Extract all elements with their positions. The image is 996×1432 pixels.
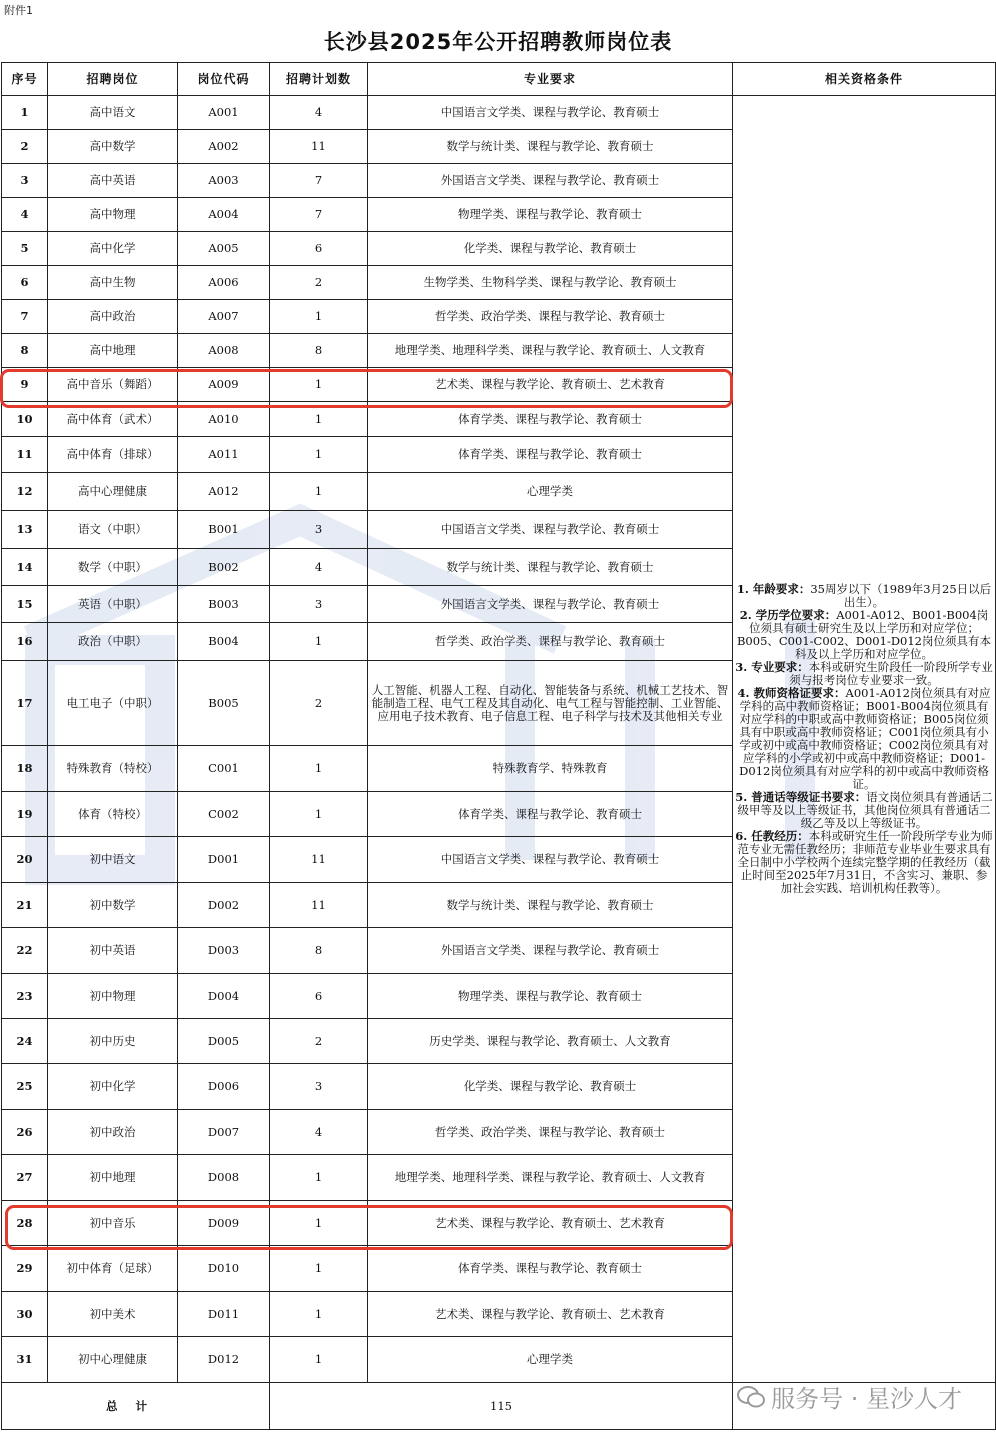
row-code: A011 (178, 437, 270, 473)
row-major: 生物学类、生物科学类、课程与教学论、教育硕士 (368, 266, 733, 300)
condition-heading: 3. 专业要求： (735, 660, 809, 674)
row-count: 6 (270, 232, 368, 266)
row-seq: 29 (2, 1246, 48, 1292)
row-seq: 23 (2, 974, 48, 1019)
row-major: 数学与统计类、课程与教学论、教育硕士 (368, 883, 733, 928)
row-post: 高中地理 (48, 334, 178, 368)
row-seq: 14 (2, 549, 48, 586)
condition-heading: 1. 年龄要求： (736, 582, 811, 596)
row-seq: 16 (2, 623, 48, 661)
condition-text: 语文岗位须具有普通话二级甲等及以上等级证书，其他岗位须具有普通话二级乙等及以上等级证书。 (737, 790, 993, 830)
row-post: 初中地理 (48, 1155, 178, 1201)
condition-heading: 5. 普通话等级证书要求： (735, 790, 867, 804)
row-code: C002 (178, 792, 270, 837)
row-seq: 21 (2, 883, 48, 928)
row-major: 心理学类 (368, 1337, 733, 1383)
row-count: 11 (270, 883, 368, 928)
condition-text: 本科或研究生任一阶段所学专业为师范专业无需任教经历；非师范专业毕业生要求具有全日制中小学校两个连续完整学期的任教经历（截止时间至2025年7月31日，不含实习、兼职、参加社会实践、培训机构任教等）。 (737, 829, 993, 895)
row-count: 1 (270, 746, 368, 792)
row-count: 2 (270, 1019, 368, 1064)
row-seq: 11 (2, 437, 48, 473)
row-seq: 2 (2, 130, 48, 164)
row-seq: 6 (2, 266, 48, 300)
row-post: 初中语文 (48, 837, 178, 883)
header-seq: 序号 (2, 63, 48, 96)
row-count: 3 (270, 1064, 368, 1110)
conditions-cell (733, 96, 996, 1383)
row-major: 哲学类、政治学类、课程与教学论、教育硕士 (368, 1110, 733, 1155)
row-code: B004 (178, 623, 270, 661)
condition-item (735, 661, 993, 687)
row-seq: 25 (2, 1064, 48, 1110)
row-count: 1 (270, 1337, 368, 1383)
row-major: 物理学类、课程与教学论、教育硕士 (368, 974, 733, 1019)
condition-heading: 6. 任教经历： (735, 829, 809, 843)
row-post: 电工电子（中职） (48, 661, 178, 746)
row-post: 高中语文 (48, 96, 178, 130)
row-code: A009 (178, 368, 270, 402)
row-seq: 1 (2, 96, 48, 130)
row-code: B002 (178, 549, 270, 586)
row-seq: 27 (2, 1155, 48, 1201)
row-seq: 31 (2, 1337, 48, 1383)
row-major: 中国语言文学类、课程与教学论、教育硕士 (368, 837, 733, 883)
row-post: 高中数学 (48, 130, 178, 164)
row-post: 初中历史 (48, 1019, 178, 1064)
row-code: D007 (178, 1110, 270, 1155)
watermark-text: 服务号 · 星沙人才 (771, 1385, 962, 1413)
row-count: 1 (270, 1246, 368, 1292)
row-code: D005 (178, 1019, 270, 1064)
row-count: 2 (270, 661, 368, 746)
row-major: 物理学类、课程与教学论、教育硕士 (368, 198, 733, 232)
condition-item (735, 791, 993, 830)
condition-item (735, 687, 993, 791)
row-code: A008 (178, 334, 270, 368)
row-count: 7 (270, 164, 368, 198)
condition-text: A001-A012、B001-B004岗位须具有硕士研究生及以上学历和对应学位；B005、C001-C002、D001-D012岗位须具有本科及以上学历和对应学位。 (736, 608, 991, 661)
row-major: 中国语言文学类、课程与教学论、教育硕士 (368, 511, 733, 549)
row-post: 高中物理 (48, 198, 178, 232)
row-post: 政治（中职） (48, 623, 178, 661)
condition-item (735, 609, 993, 661)
row-major: 体育学类、课程与教学论、教育硕士 (368, 437, 733, 473)
row-major: 中国语言文学类、课程与教学论、教育硕士 (368, 96, 733, 130)
row-code: D011 (178, 1292, 270, 1337)
row-count: 7 (270, 198, 368, 232)
row-seq: 24 (2, 1019, 48, 1064)
row-post: 体育（特校） (48, 792, 178, 837)
highlight-row-28 (5, 1205, 733, 1250)
row-post: 初中体育（足球） (48, 1246, 178, 1292)
row-code: D001 (178, 837, 270, 883)
row-count: 4 (270, 96, 368, 130)
row-major: 艺术类、课程与教学论、教育硕士、艺术教育 (368, 368, 733, 402)
row-major: 历史学类、课程与教学论、教育硕士、人文教育 (368, 1019, 733, 1064)
wechat-icon (737, 1386, 765, 1408)
row-count: 1 (270, 1292, 368, 1337)
row-major: 地理学类、地理科学类、课程与教学论、教育硕士、人文教育 (368, 334, 733, 368)
attachment-label: 附件1 (4, 4, 33, 17)
row-code: A006 (178, 266, 270, 300)
row-count: 1 (270, 368, 368, 402)
wechat-watermark (737, 1379, 962, 1414)
row-major: 数学与统计类、课程与教学论、教育硕士 (368, 130, 733, 164)
row-code: D012 (178, 1337, 270, 1383)
row-code: A005 (178, 232, 270, 266)
header-row (2, 63, 996, 96)
row-count: 4 (270, 549, 368, 586)
row-code: B003 (178, 586, 270, 623)
row-count: 8 (270, 334, 368, 368)
row-post: 数学（中职） (48, 549, 178, 586)
row-count: 8 (270, 928, 368, 974)
row-post: 高中体育（排球） (48, 437, 178, 473)
row-count: 1 (270, 1201, 368, 1246)
row-major: 特殊教育学、特殊教育 (368, 746, 733, 792)
row-seq: 28 (2, 1201, 48, 1246)
row-code: A002 (178, 130, 270, 164)
row-seq: 19 (2, 792, 48, 837)
row-major: 心理学类 (368, 473, 733, 511)
row-major: 体育学类、课程与教学论、教育硕士 (368, 402, 733, 437)
row-major: 外国语言文学类、课程与教学论、教育硕士 (368, 164, 733, 198)
row-seq: 13 (2, 511, 48, 549)
row-code: D009 (178, 1201, 270, 1246)
page-title: 长沙县2025年公开招聘教师岗位表 (323, 30, 673, 54)
row-major: 外国语言文学类、课程与教学论、教育硕士 (368, 928, 733, 974)
row-post: 高中生物 (48, 266, 178, 300)
row-count: 1 (270, 623, 368, 661)
row-major: 体育学类、课程与教学论、教育硕士 (368, 1246, 733, 1292)
condition-item (735, 583, 993, 609)
condition-heading: 4. 教师资格证要求： (737, 686, 846, 700)
row-post: 高中政治 (48, 300, 178, 334)
row-major: 艺术类、课程与教学论、教育硕士、艺术教育 (368, 1201, 733, 1246)
row-seq: 26 (2, 1110, 48, 1155)
row-major: 艺术类、课程与教学论、教育硕士、艺术教育 (368, 1292, 733, 1337)
row-post: 初中心理健康 (48, 1337, 178, 1383)
row-seq: 8 (2, 334, 48, 368)
header-post: 招聘岗位 (48, 63, 178, 96)
row-seq: 12 (2, 473, 48, 511)
row-code: A007 (178, 300, 270, 334)
row-count: 4 (270, 1110, 368, 1155)
row-post: 高中心理健康 (48, 473, 178, 511)
row-code: A003 (178, 164, 270, 198)
condition-item (735, 830, 993, 895)
row-major: 哲学类、政治学类、课程与教学论、教育硕士 (368, 300, 733, 334)
row-code: D008 (178, 1155, 270, 1201)
row-count: 11 (270, 130, 368, 164)
header-code: 岗位代码 (178, 63, 270, 96)
row-post: 初中化学 (48, 1064, 178, 1110)
condition-text: A001-A012岗位须具有对应学科的高中教师资格证；B001-B004岗位须具有对应学科的中职或高中教师资格证；B005岗位须具有中职或高中教师资格证；C001岗位须具有小学或初中或高中教师资格证；C002岗位须具有对应学科的小学或初中或高中教师资格证；D001-D012岗位须具有对应学科的初中或高中教师资格证。 (739, 686, 991, 791)
row-seq: 10 (2, 402, 48, 437)
row-seq: 20 (2, 837, 48, 883)
row-post: 英语（中职） (48, 586, 178, 623)
row-seq: 4 (2, 198, 48, 232)
row-major: 化学类、课程与教学论、教育硕士 (368, 1064, 733, 1110)
row-code: D003 (178, 928, 270, 974)
row-seq: 7 (2, 300, 48, 334)
row-count: 1 (270, 437, 368, 473)
row-major: 外国语言文学类、课程与教学论、教育硕士 (368, 586, 733, 623)
row-count: 3 (270, 586, 368, 623)
row-seq: 3 (2, 164, 48, 198)
header-count: 招聘计划数 (270, 63, 368, 96)
row-major: 化学类、课程与教学论、教育硕士 (368, 232, 733, 266)
row-code: A004 (178, 198, 270, 232)
row-code: D006 (178, 1064, 270, 1110)
row-code: B001 (178, 511, 270, 549)
row-post: 初中数学 (48, 883, 178, 928)
header-major: 专业要求 (368, 63, 733, 96)
row-seq: 18 (2, 746, 48, 792)
row-seq: 9 (2, 368, 48, 402)
row-post: 高中体育（武术） (48, 402, 178, 437)
row-code: B005 (178, 661, 270, 746)
row-post: 初中政治 (48, 1110, 178, 1155)
row-major: 数学与统计类、课程与教学论、教育硕士 (368, 549, 733, 586)
row-post: 初中美术 (48, 1292, 178, 1337)
row-seq: 17 (2, 661, 48, 746)
row-post: 高中音乐（舞蹈） (48, 368, 178, 402)
row-code: A012 (178, 473, 270, 511)
row-post: 语文（中职） (48, 511, 178, 549)
table-row (2, 96, 996, 130)
row-count: 3 (270, 511, 368, 549)
row-post: 初中音乐 (48, 1201, 178, 1246)
row-count: 11 (270, 837, 368, 883)
highlight-row-9 (0, 369, 733, 408)
row-seq: 30 (2, 1292, 48, 1337)
row-code: D002 (178, 883, 270, 928)
total-value: 115 (270, 1383, 733, 1430)
condition-text: 本科或研究生阶段任一阶段所学专业须与报考岗位专业要求一致。 (789, 660, 993, 687)
row-code: C001 (178, 746, 270, 792)
row-major: 体育学类、课程与教学论、教育硕士 (368, 792, 733, 837)
row-count: 1 (270, 300, 368, 334)
row-code: D004 (178, 974, 270, 1019)
row-major: 地理学类、地理科学类、课程与教学论、教育硕士、人文教育 (368, 1155, 733, 1201)
row-major: 人工智能、机器人工程、自动化、智能装备与系统、机械工艺技术、智能制造工程、电气工程及其自动化、电气工程与智能控制、工业智能、应用电子技术教育、电子信息工程、电子科学与技术及其他相关专业 (368, 661, 733, 746)
row-seq: 5 (2, 232, 48, 266)
header-conditions: 相关资格条件 (733, 63, 996, 96)
total-label (2, 1383, 270, 1430)
total-label-text: 总计 (106, 1398, 165, 1413)
row-post: 初中物理 (48, 974, 178, 1019)
row-seq: 15 (2, 586, 48, 623)
row-count: 2 (270, 266, 368, 300)
row-major: 哲学类、政治学类、课程与教学论、教育硕士 (368, 623, 733, 661)
row-post: 高中化学 (48, 232, 178, 266)
row-count: 1 (270, 473, 368, 511)
row-count: 1 (270, 1155, 368, 1201)
row-seq: 22 (2, 928, 48, 974)
row-count: 1 (270, 792, 368, 837)
condition-text: 35周岁以下（1989年3月25日以后出生）。 (810, 582, 992, 609)
row-code: D010 (178, 1246, 270, 1292)
row-code: A001 (178, 96, 270, 130)
row-post: 初中英语 (48, 928, 178, 974)
row-code: A010 (178, 402, 270, 437)
row-count: 1 (270, 402, 368, 437)
row-post: 特殊教育（特校） (48, 746, 178, 792)
row-post: 高中英语 (48, 164, 178, 198)
condition-heading: 2. 学历学位要求： (739, 608, 837, 622)
row-count: 6 (270, 974, 368, 1019)
